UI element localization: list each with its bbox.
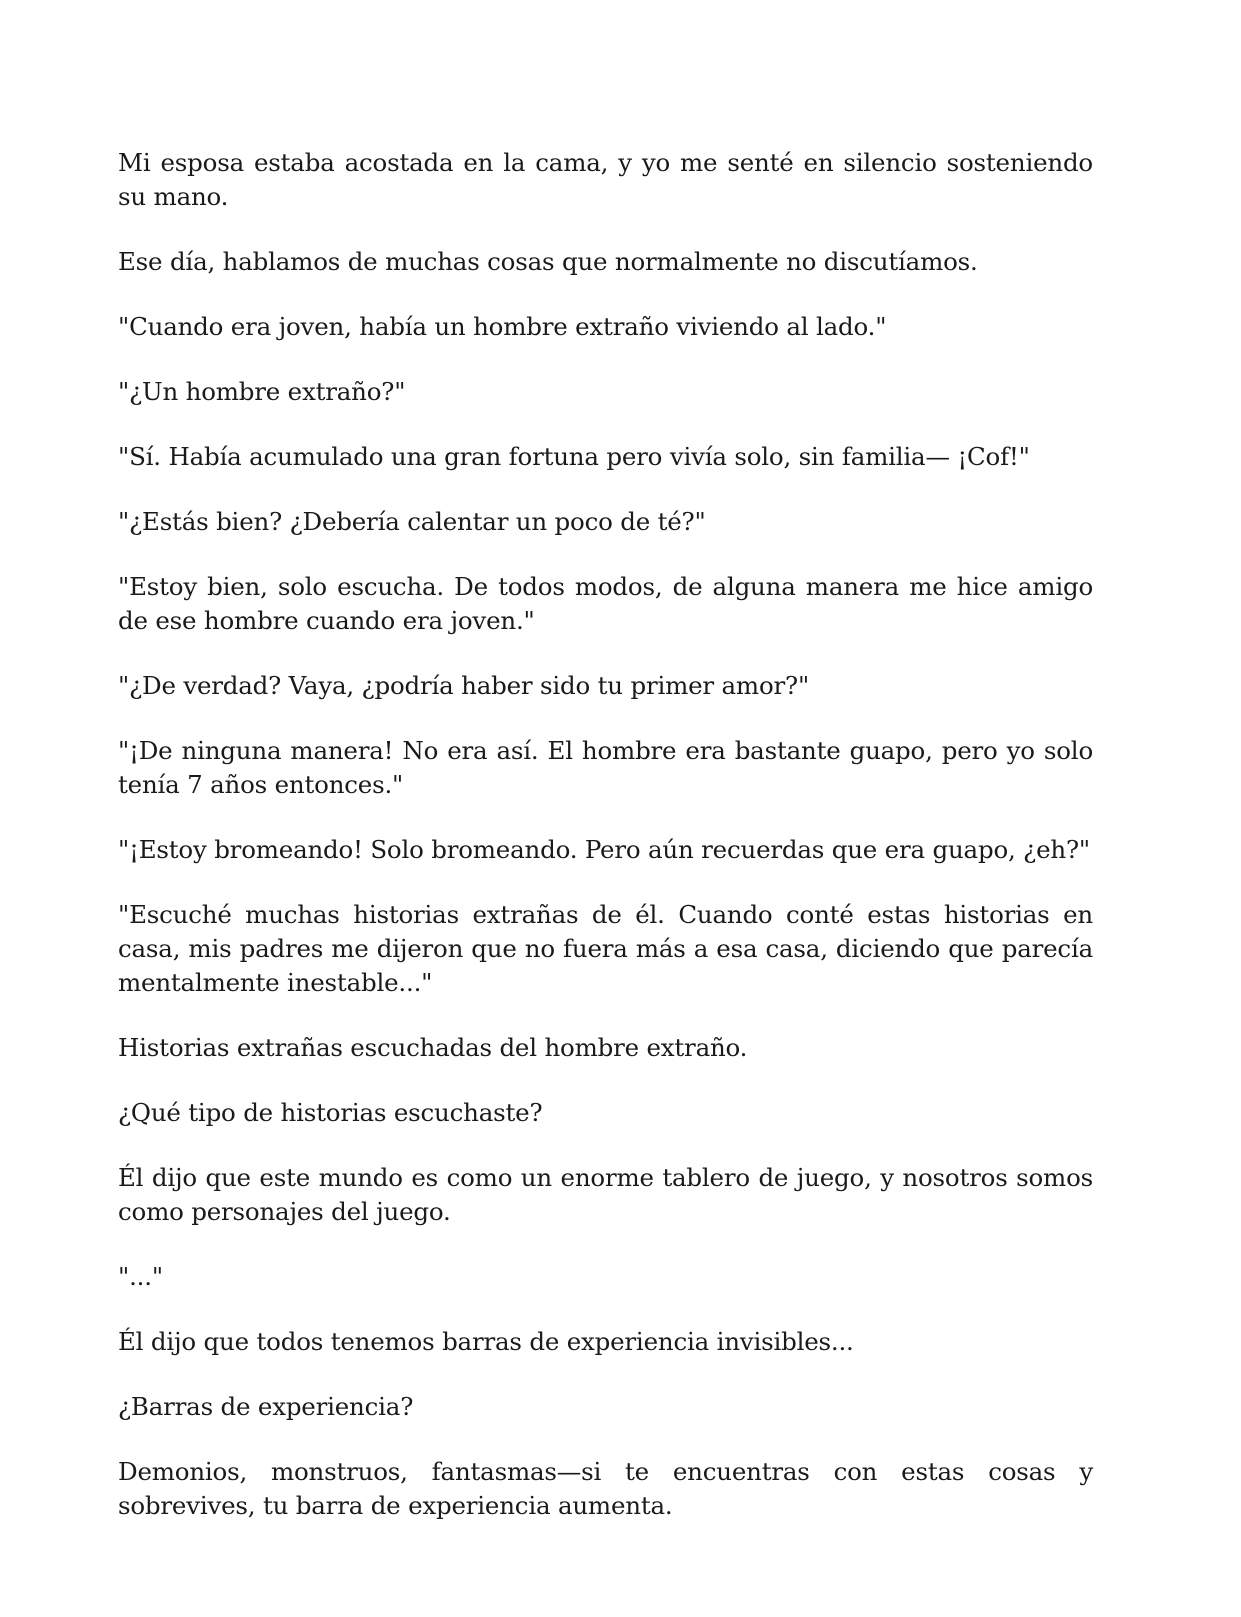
paragraph-8: "¿De verdad? Vaya, ¿podría haber sido tu primer amor?"	[118, 671, 810, 700]
paragraph-9: "¡De ninguna manera! No era así. El hombre era bastante guapo, pero yo solo tenía 7 años entonces."	[118, 736, 1093, 799]
paragraph-15: "..."	[118, 1262, 163, 1291]
paragraph-10: "¡Estoy bromeando! Solo bromeando. Pero aún recuerdas que era guapo, ¿eh?"	[118, 835, 1090, 864]
paragraph-2: Ese día, hablamos de muchas cosas que normalmente no discutíamos.	[118, 247, 978, 276]
document-page	[118, 146, 1093, 1554]
paragraph-7: "Estoy bien, solo escucha. De todos modos, de alguna manera me hice amigo de ese hombre cuando era joven."	[118, 572, 1093, 635]
paragraph-18: Demonios, monstruos, fantasmas—si te encuentras con estas cosas y sobrevives, tu barra de experiencia aumenta.	[118, 1457, 1093, 1520]
paragraph-5: "Sí. Había acumulado una gran fortuna pero vivía solo, sin familia— ¡Cof!"	[118, 442, 1030, 471]
paragraph-16: Él dijo que todos tenemos barras de experiencia invisibles...	[118, 1327, 854, 1356]
paragraph-1: Mi esposa estaba acostada en la cama, y yo me senté en silencio sosteniendo su mano.	[118, 148, 1093, 211]
paragraph-3: "Cuando era joven, había un hombre extraño viviendo al lado."	[118, 312, 887, 341]
paragraph-11: "Escuché muchas historias extrañas de él. Cuando conté estas historias en casa, mis padres me dijeron que no fuera más a esa casa, diciendo que parecía mentalmente inestable..."	[118, 900, 1093, 997]
paragraph-4: "¿Un hombre extraño?"	[118, 377, 406, 406]
paragraph-13: ¿Qué tipo de historias escuchaste?	[118, 1098, 543, 1127]
paragraph-17: ¿Barras de experiencia?	[118, 1392, 414, 1421]
paragraph-12: Historias extrañas escuchadas del hombre extraño.	[118, 1033, 748, 1062]
paragraph-14: Él dijo que este mundo es como un enorme tablero de juego, y nosotros somos como personajes del juego.	[118, 1163, 1093, 1226]
paragraph-6: "¿Estás bien? ¿Debería calentar un poco de té?"	[118, 507, 706, 536]
